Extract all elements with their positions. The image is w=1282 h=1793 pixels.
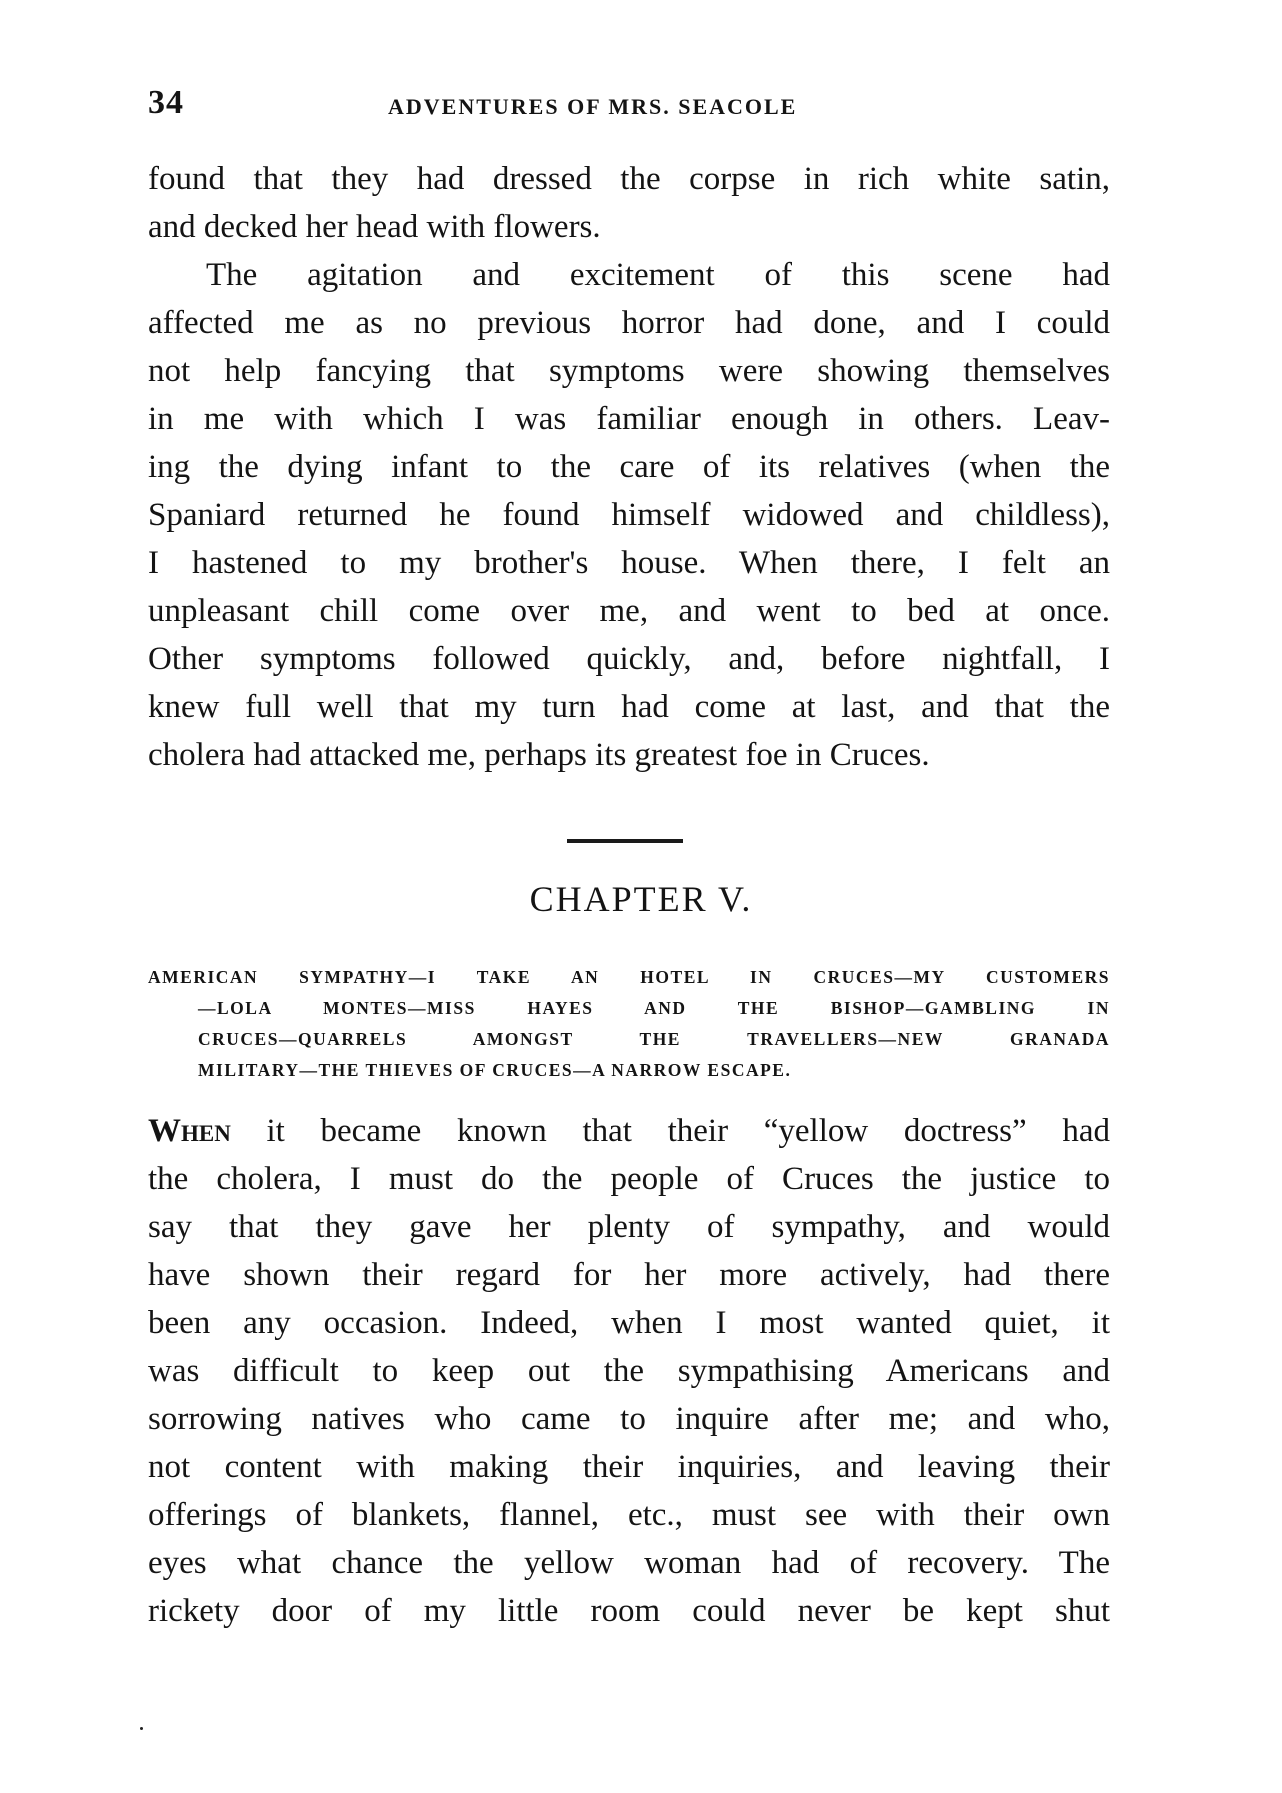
- text-line: offerings of blankets, flannel, etc., must see with their own: [148, 1497, 1110, 1533]
- text-line: Other symptoms followed quickly, and, before nightfall, I: [148, 641, 1110, 677]
- running-head: [148, 84, 1110, 124]
- synopsis-line: —LOLA MONTES—MISS HAYES AND THE BISHOP—GAMBLING IN: [198, 998, 1110, 1018]
- chapter-synopsis: [148, 962, 1110, 1086]
- text-line: knew full well that my turn had come at last, and that the: [148, 689, 1110, 725]
- ink-speck: [140, 1727, 143, 1730]
- synopsis-line: CRUCES—QUARRELS AMONGST THE TRAVELLERS—NEW GRANADA: [198, 1029, 1110, 1049]
- body-text-top: [148, 155, 1110, 779]
- text-line: and decked her head with flowers.: [148, 209, 601, 245]
- text-line: I hastened to my brother's house. When there, I felt an: [148, 545, 1110, 581]
- text-line: sorrowing natives who came to inquire after me; and who,: [148, 1401, 1110, 1437]
- page-number: 34: [148, 84, 184, 121]
- text-line: rickety door of my little room could never be kept shut: [148, 1593, 1110, 1629]
- text-line: been any occasion. Indeed, when I most wanted quiet, it: [148, 1305, 1110, 1341]
- text-line: ing the dying infant to the care of its relatives (when the: [148, 449, 1110, 485]
- text-line: not content with making their inquiries, and leaving their: [148, 1449, 1110, 1485]
- text-line: unpleasant chill come over me, and went to bed at once.: [148, 593, 1110, 629]
- text-line: found that they had dressed the corpse in rich white satin,: [148, 161, 1110, 197]
- text-line: not help fancying that symptoms were showing themselves: [148, 353, 1110, 389]
- body-text-bottom: [148, 1107, 1110, 1635]
- text-line: affected me as no previous horror had done, and I could: [148, 305, 1110, 341]
- running-title: ADVENTURES OF MRS. SEACOLE: [388, 94, 798, 119]
- text-line: was difficult to keep out the sympathising Americans and: [148, 1353, 1110, 1389]
- text-line: in me with which I was familiar enough in others. Leav-: [148, 401, 1110, 437]
- opening-word: When: [148, 1113, 231, 1149]
- chapter-title: CHAPTER V.: [529, 879, 753, 919]
- synopsis-line: AMERICAN SYMPATHY—I TAKE AN HOTEL IN CRUCES—MY CUSTOMERS: [148, 967, 1110, 987]
- text-line: have shown their regard for her more actively, had there: [148, 1257, 1110, 1293]
- text-line: eyes what chance the yellow woman had of recovery. The: [148, 1545, 1110, 1581]
- synopsis-line: MILITARY—THE THIEVES OF CRUCES—A NARROW ESCAPE.: [198, 1060, 792, 1080]
- opening-line-rest: it became known that their “yellow doctress” had: [266, 1113, 1110, 1149]
- text-line: say that they gave her plenty of sympathy, and would: [148, 1209, 1110, 1245]
- text-line: the cholera, I must do the people of Cruces the justice to: [148, 1161, 1110, 1197]
- text-line: The agitation and excitement of this scene had: [206, 257, 1110, 293]
- text-line: cholera had attacked me, perhaps its greatest foe in Cruces.: [148, 737, 930, 773]
- section-divider-rule: [567, 839, 683, 843]
- text-line: Spaniard returned he found himself widowed and childless),: [148, 497, 1110, 533]
- text-line-opening: [148, 1107, 1110, 1155]
